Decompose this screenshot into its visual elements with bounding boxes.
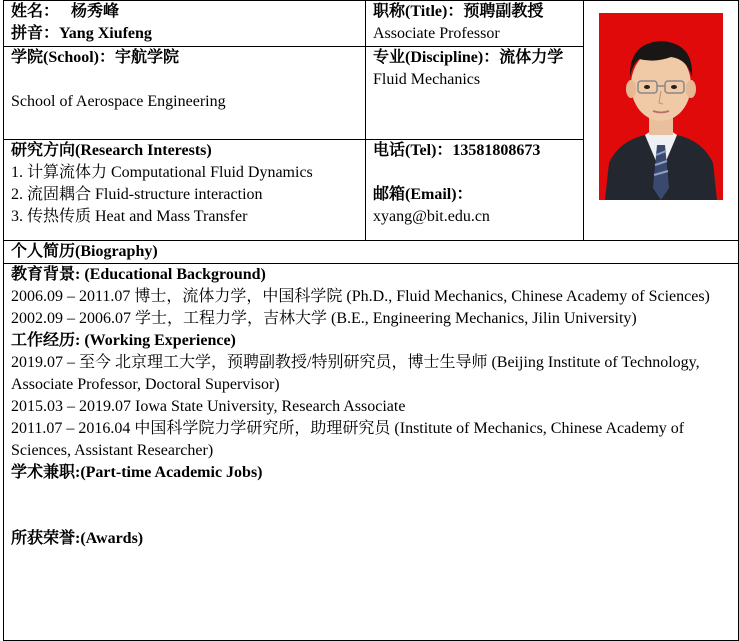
research-item: 1. 计算流体力 Computational Fluid Dynamics <box>11 164 313 181</box>
education-heading: 教育背景: (Educational Background) <box>11 266 266 283</box>
discipline-cell <box>366 47 584 140</box>
awards-heading: 所获荣誉:(Awards) <box>11 530 144 547</box>
title-label: 职称(Title)： <box>373 3 464 20</box>
work-entry: 2019.07 – 至今 北京理工大学，预聘副教授/特别研究员，博士生导师 (Beijing Institute of Technology, Associate Professor, Doctoral Supervisor) <box>11 354 700 393</box>
name-label: 姓名： <box>11 3 60 20</box>
title-value-cn: 预聘副教授 <box>463 3 544 20</box>
email-value[interactable]: xyang@bit.edu.cn <box>373 208 490 225</box>
discipline-label: 专业(Discipline)： <box>373 49 500 66</box>
work-entry: 2015.03 – 2019.07 Iowa State University, Research Associate <box>11 398 406 415</box>
name-cell <box>4 1 366 47</box>
research-label: 研究方向(Research Interests) <box>11 142 212 159</box>
school-value-en: School of Aerospace Engineering <box>11 93 226 110</box>
research-item: 3. 传热传质 Heat and Mass Transfer <box>11 208 248 225</box>
work-entry: 2011.07 – 2016.04 中国科学院力学研究所，助理研究员 (Institute of Mechanics, Chinese Academy of Sciences, Assistant Researcher) <box>11 420 685 459</box>
tel-label: 电话(Tel)： <box>373 142 453 159</box>
contact-cell <box>366 140 584 241</box>
parttime-heading: 学术兼职:(Part-time Academic Jobs) <box>11 464 263 481</box>
discipline-value-en: Fluid Mechanics <box>373 71 481 88</box>
portrait-photo <box>599 13 723 200</box>
tel-value: 13581808673 <box>452 142 541 159</box>
work-heading: 工作经历: (Working Experience) <box>11 332 236 349</box>
title-cell <box>366 1 584 47</box>
pinyin-label: 拼音： <box>11 25 60 42</box>
biography-label: 个人简历(Biography) <box>4 241 739 264</box>
research-item: 2. 流固耦合 Fluid-structure interaction <box>11 186 263 203</box>
name-value: 杨秀峰 <box>71 3 120 20</box>
photo-cell <box>584 1 739 241</box>
biography-cell <box>4 264 739 641</box>
email-label: 邮箱(Email)： <box>373 186 473 203</box>
research-cell <box>4 140 366 241</box>
profile-table <box>3 0 739 641</box>
education-entry: 2002.09 – 2006.07 学士，工程力学，吉林大学 (B.E., Engineering Mechanics, Jilin University) <box>11 310 637 327</box>
portrait-illustration <box>599 13 723 200</box>
discipline-value-cn: 流体力学 <box>499 49 564 66</box>
education-entry: 2006.09 – 2011.07 博士，流体力学，中国科学院 (Ph.D., Fluid Mechanics, Chinese Academy of Sciences) <box>11 288 710 305</box>
school-label: 学院(School)： <box>11 49 116 66</box>
pinyin-value: Yang Xiufeng <box>59 25 152 42</box>
school-value-cn: 宇航学院 <box>115 49 180 66</box>
school-cell <box>4 47 366 140</box>
title-value-en: Associate Professor <box>373 25 500 42</box>
